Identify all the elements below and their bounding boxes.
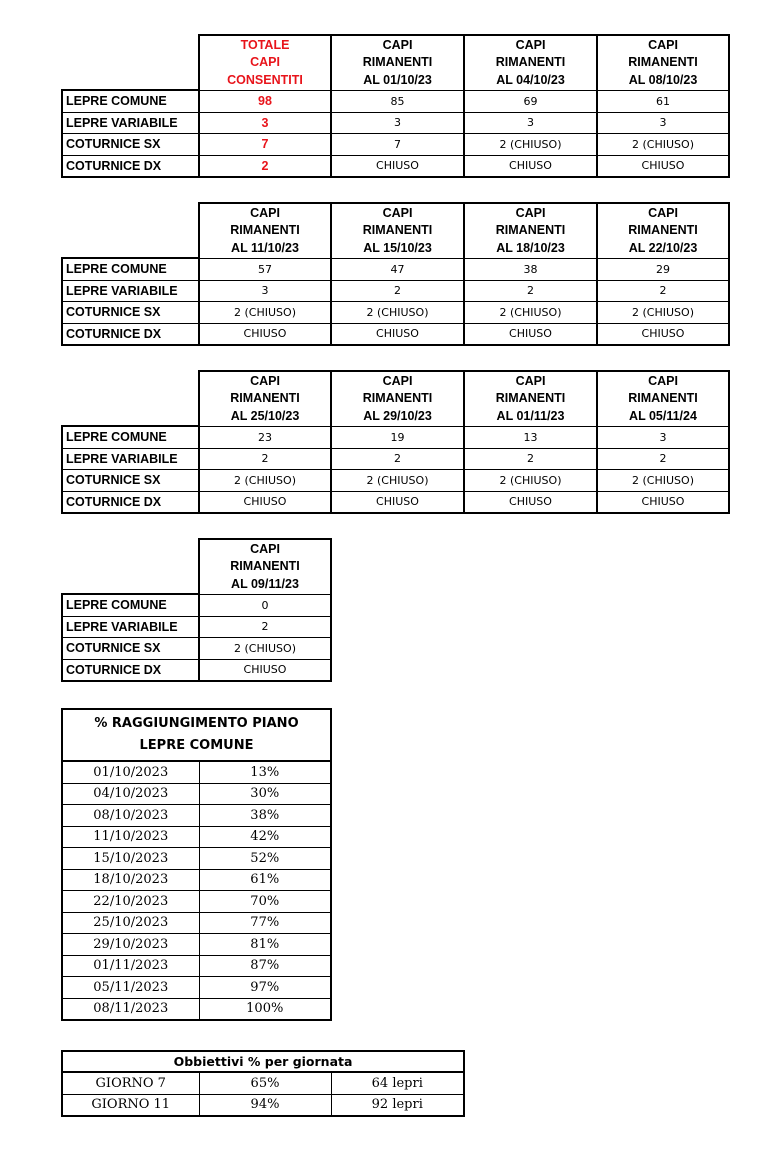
date-cell: 08/10/2023: [62, 805, 199, 827]
date-cell: 22/10/2023: [62, 891, 199, 913]
header-date: CAPI RIMANENTI AL 18/10/23: [464, 203, 597, 258]
value-cell: 85: [331, 90, 464, 112]
table-row: [62, 323, 729, 345]
table-row: [62, 491, 729, 513]
header-spacer: [62, 539, 199, 594]
table-row: [62, 448, 729, 470]
value-cell: CHIUSO: [199, 659, 331, 681]
percent-cell: 100%: [199, 998, 331, 1020]
value-cell: 2 (CHIUSO): [597, 302, 729, 324]
table-row: [62, 934, 331, 956]
percent-cell: 52%: [199, 848, 331, 870]
value-cell: 2 (CHIUSO): [331, 302, 464, 324]
value-cell: CHIUSO: [199, 323, 331, 345]
objectives-title-row: [62, 1051, 464, 1072]
table-row: [62, 869, 331, 891]
value-cell: 2: [199, 616, 331, 638]
row-label: LEPRE VARIABILE: [62, 112, 199, 134]
date-cell: 18/10/2023: [62, 869, 199, 891]
block1-table: [61, 34, 730, 178]
percent-cell: 97%: [199, 977, 331, 999]
percent-cell: 30%: [199, 783, 331, 805]
count-cell: 64 lepri: [331, 1072, 464, 1094]
date-cell: 04/10/2023: [62, 783, 199, 805]
date-cell: 11/10/2023: [62, 826, 199, 848]
date-cell: 15/10/2023: [62, 848, 199, 870]
value-cell: 13: [464, 426, 597, 448]
table-row: [62, 1072, 464, 1094]
table-row: [62, 659, 331, 681]
row-label: LEPRE VARIABILE: [62, 280, 199, 302]
table-row: [62, 426, 729, 448]
objectives-table-title: Obbiettivi % per giornata: [62, 1051, 464, 1072]
header-date: CAPI RIMANENTI AL 05/11/24: [597, 371, 729, 426]
header-spacer: [62, 371, 199, 426]
table-row: [62, 998, 331, 1020]
percent-title-row: [62, 709, 331, 761]
date-cell: 25/10/2023: [62, 912, 199, 934]
block2-table: [61, 202, 730, 346]
table-row: [62, 912, 331, 934]
percent-cell: 70%: [199, 891, 331, 913]
table-row: [62, 302, 729, 324]
percent-cell: 94%: [199, 1094, 331, 1116]
header-date: CAPI RIMANENTI AL 01/11/23: [464, 371, 597, 426]
header-spacer: [62, 203, 199, 258]
table-row: [62, 470, 729, 492]
objectives-table: [61, 1050, 465, 1117]
value-cell: CHIUSO: [597, 155, 729, 177]
value-cell: 0: [199, 594, 331, 616]
header-totale-capi: TOTALE CAPI CONSENTITI: [199, 35, 331, 90]
table-row: [62, 112, 729, 134]
table-row: [62, 783, 331, 805]
table-row: [62, 848, 331, 870]
row-label: COTURNICE SX: [62, 302, 199, 324]
row-label: LEPRE COMUNE: [62, 594, 199, 616]
table-row: [62, 616, 331, 638]
header-date: CAPI RIMANENTI AL 29/10/23: [331, 371, 464, 426]
value-cell: 2 (CHIUSO): [464, 134, 597, 156]
value-cell: 2: [464, 448, 597, 470]
value-cell: 19: [331, 426, 464, 448]
header-date: CAPI RIMANENTI AL 01/10/23: [331, 35, 464, 90]
value-cell: CHIUSO: [597, 491, 729, 513]
value-cell: 2 (CHIUSO): [199, 638, 331, 660]
table-row: [62, 90, 729, 112]
value-cell: 3: [597, 426, 729, 448]
percent-cell: 81%: [199, 934, 331, 956]
value-cell: CHIUSO: [464, 155, 597, 177]
total-cell: 98: [199, 90, 331, 112]
total-cell: 2: [199, 155, 331, 177]
percent-cell: 87%: [199, 955, 331, 977]
row-label: COTURNICE DX: [62, 659, 199, 681]
block4-table: [61, 538, 332, 682]
value-cell: 2: [331, 280, 464, 302]
value-cell: 38: [464, 258, 597, 280]
date-cell: 01/10/2023: [62, 761, 199, 783]
block2-header-row: [62, 203, 729, 258]
header-spacer: [62, 35, 199, 90]
percent-cell: 42%: [199, 826, 331, 848]
value-cell: 2 (CHIUSO): [464, 302, 597, 324]
header-date: CAPI RIMANENTI AL 11/10/23: [199, 203, 331, 258]
value-cell: 2: [199, 448, 331, 470]
header-date: CAPI RIMANENTI AL 15/10/23: [331, 203, 464, 258]
block3-header-row: [62, 371, 729, 426]
date-cell: 08/11/2023: [62, 998, 199, 1020]
value-cell: 3: [464, 112, 597, 134]
value-cell: CHIUSO: [331, 491, 464, 513]
header-date: CAPI RIMANENTI AL 08/10/23: [597, 35, 729, 90]
table-row: [62, 977, 331, 999]
value-cell: 2: [464, 280, 597, 302]
date-cell: 29/10/2023: [62, 934, 199, 956]
value-cell: 2 (CHIUSO): [199, 302, 331, 324]
table-row: [62, 1094, 464, 1116]
day-cell: GIORNO 7: [62, 1072, 199, 1094]
row-label: LEPRE COMUNE: [62, 258, 199, 280]
table-row: [62, 134, 729, 156]
value-cell: CHIUSO: [199, 491, 331, 513]
percent-table: [61, 708, 332, 1021]
header-date: CAPI RIMANENTI AL 22/10/23: [597, 203, 729, 258]
table-row: [62, 155, 729, 177]
percent-title-line1: % RAGGIUNGIMENTO PIANO: [94, 716, 299, 731]
header-date: CAPI RIMANENTI AL 25/10/23: [199, 371, 331, 426]
value-cell: 2 (CHIUSO): [464, 470, 597, 492]
value-cell: 2: [331, 448, 464, 470]
value-cell: 3: [331, 112, 464, 134]
percent-cell: 61%: [199, 869, 331, 891]
table-row: [62, 638, 331, 660]
table-row: [62, 761, 331, 783]
date-cell: 01/11/2023: [62, 955, 199, 977]
row-label: LEPRE VARIABILE: [62, 448, 199, 470]
header-date: CAPI RIMANENTI AL 04/10/23: [464, 35, 597, 90]
value-cell: CHIUSO: [464, 491, 597, 513]
table-row: [62, 805, 331, 827]
percent-cell: 13%: [199, 761, 331, 783]
value-cell: 2 (CHIUSO): [597, 470, 729, 492]
percent-table-title: [62, 709, 331, 761]
count-cell: 92 lepri: [331, 1094, 464, 1116]
row-label: COTURNICE DX: [62, 323, 199, 345]
value-cell: CHIUSO: [331, 155, 464, 177]
value-cell: 2: [597, 280, 729, 302]
table-row: [62, 891, 331, 913]
value-cell: 61: [597, 90, 729, 112]
row-label: LEPRE VARIABILE: [62, 616, 199, 638]
table-row: [62, 826, 331, 848]
row-label: LEPRE COMUNE: [62, 426, 199, 448]
value-cell: 29: [597, 258, 729, 280]
total-cell: 3: [199, 112, 331, 134]
value-cell: 69: [464, 90, 597, 112]
value-cell: CHIUSO: [331, 323, 464, 345]
percent-cell: 38%: [199, 805, 331, 827]
value-cell: 57: [199, 258, 331, 280]
header-date: CAPI RIMANENTI AL 09/11/23: [199, 539, 331, 594]
row-label: COTURNICE DX: [62, 491, 199, 513]
value-cell: CHIUSO: [464, 323, 597, 345]
table-row: [62, 258, 729, 280]
value-cell: 47: [331, 258, 464, 280]
block1-header-row: [62, 35, 729, 90]
row-label: COTURNICE SX: [62, 638, 199, 660]
row-label: COTURNICE SX: [62, 134, 199, 156]
percent-cell: 65%: [199, 1072, 331, 1094]
value-cell: CHIUSO: [597, 323, 729, 345]
percent-title-line2: LEPRE COMUNE: [139, 738, 254, 753]
day-cell: GIORNO 11: [62, 1094, 199, 1116]
row-label: COTURNICE SX: [62, 470, 199, 492]
row-label: COTURNICE DX: [62, 155, 199, 177]
table-row: [62, 594, 331, 616]
value-cell: 2 (CHIUSO): [597, 134, 729, 156]
row-label: LEPRE COMUNE: [62, 90, 199, 112]
value-cell: 7: [331, 134, 464, 156]
total-cell: 7: [199, 134, 331, 156]
block3-table: [61, 370, 730, 514]
value-cell: 2 (CHIUSO): [331, 470, 464, 492]
block4-header-row: [62, 539, 331, 594]
value-cell: 3: [199, 280, 331, 302]
value-cell: 3: [597, 112, 729, 134]
value-cell: 23: [199, 426, 331, 448]
percent-cell: 77%: [199, 912, 331, 934]
table-row: [62, 955, 331, 977]
table-row: [62, 280, 729, 302]
value-cell: 2: [597, 448, 729, 470]
date-cell: 05/11/2023: [62, 977, 199, 999]
value-cell: 2 (CHIUSO): [199, 470, 331, 492]
